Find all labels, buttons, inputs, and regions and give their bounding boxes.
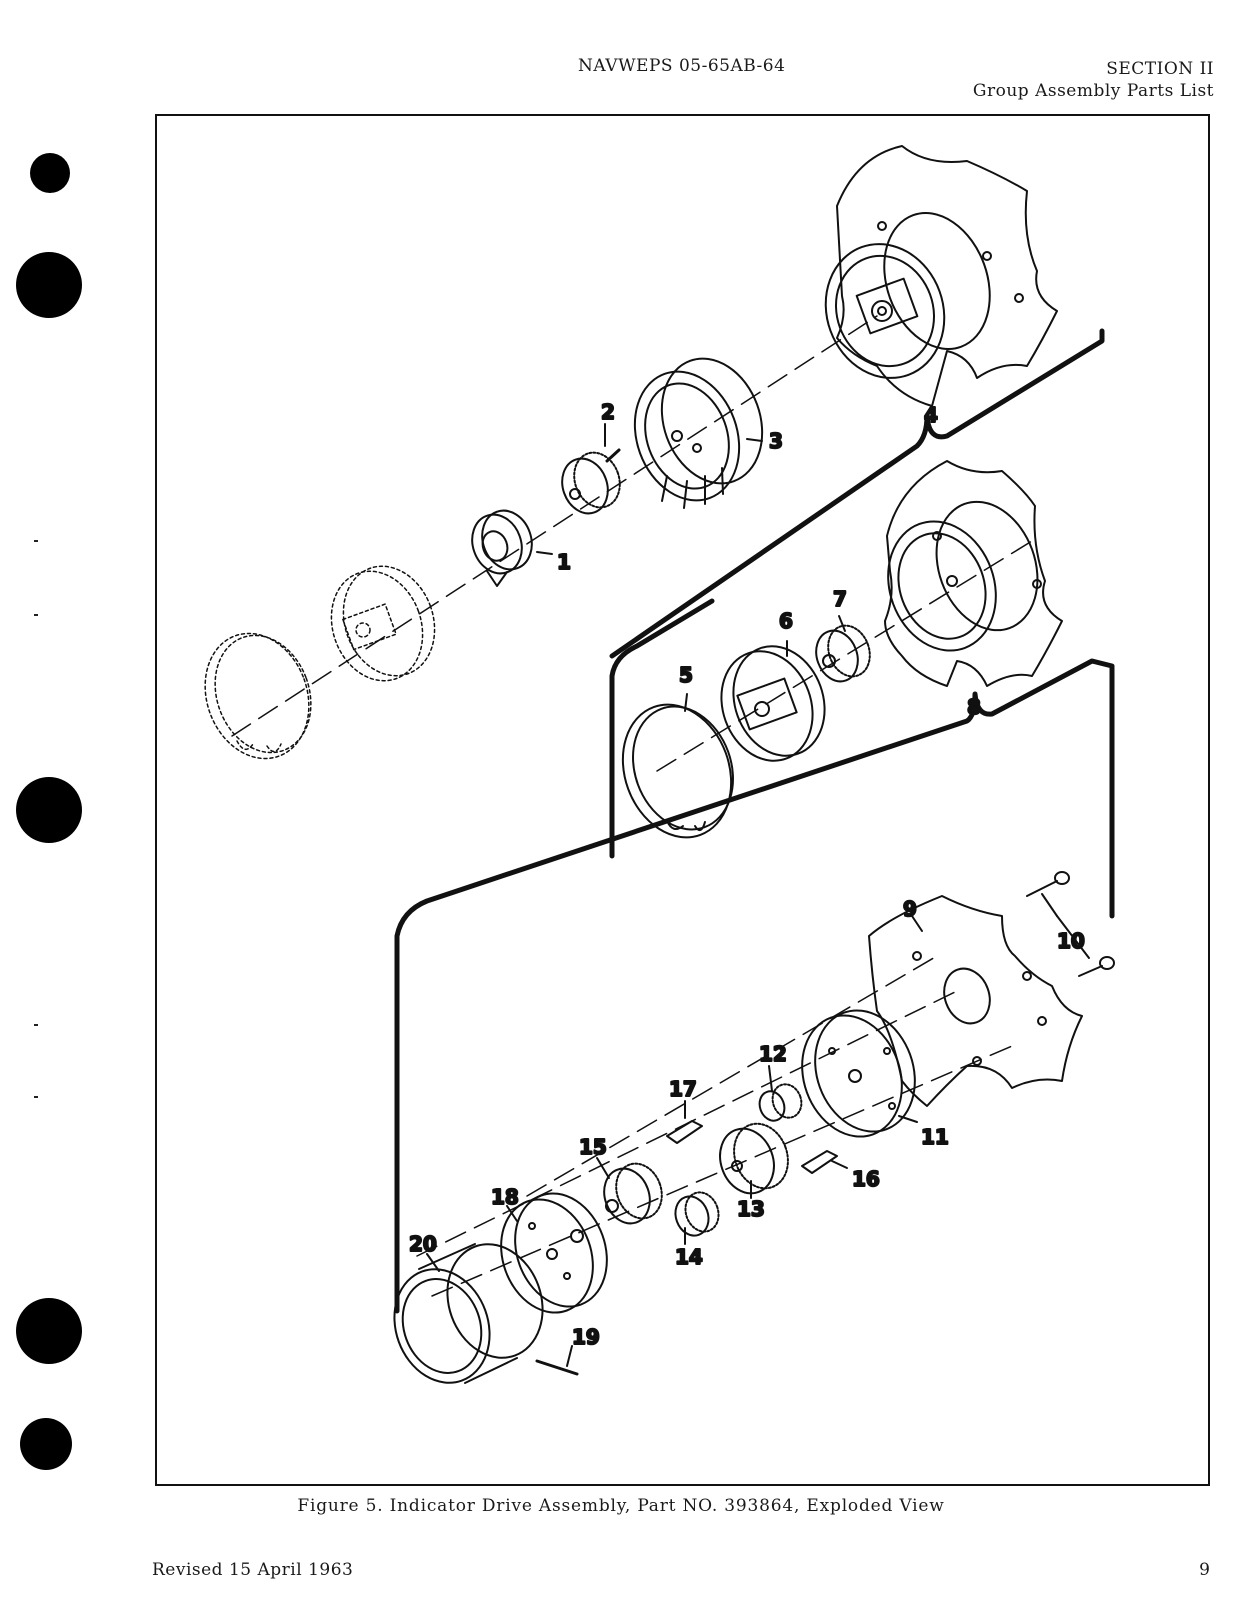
retaining-ring-part-5: [605, 689, 750, 852]
callout-2: 2: [601, 400, 615, 424]
phantom-disk: [317, 553, 450, 693]
leader: [597, 1158, 609, 1178]
leader: [747, 439, 762, 441]
callout-1: 1: [557, 550, 571, 574]
callout-11: 11: [921, 1125, 949, 1149]
leader: [832, 1161, 847, 1168]
section-header: [973, 58, 1214, 102]
callout-17: 17: [669, 1077, 697, 1101]
gear-part-13: [711, 1116, 796, 1201]
section-label: SECTION II: [1106, 59, 1214, 79]
margin-mark: [34, 1024, 38, 1026]
punch-hole: [20, 1418, 72, 1470]
punch-hole: [16, 777, 82, 843]
document-number: NAVWEPS 05-65AB-64: [578, 56, 786, 76]
callout-19: 20: [409, 1232, 437, 1256]
section-title: Group Assembly Parts List: [972, 81, 1214, 101]
callout-5: 5: [679, 663, 693, 687]
figure-frame: [155, 114, 1210, 1486]
gear-part-14: [670, 1188, 724, 1241]
punch-hole: [16, 252, 82, 318]
revision-date: Revised 15 April 1963: [152, 1560, 354, 1580]
middle-centerline: [657, 541, 1032, 771]
callout-9: 9: [903, 897, 917, 921]
callout-12: 12: [759, 1042, 787, 1066]
callout-13: 13: [737, 1197, 765, 1221]
shaft-part-16: [802, 1151, 837, 1173]
pin-part-19: [537, 1361, 577, 1374]
punch-hole: [30, 153, 70, 193]
leader: [839, 616, 845, 631]
gear-part-15: [597, 1157, 669, 1230]
leader: [1042, 894, 1057, 916]
leader: [769, 1066, 772, 1091]
lower-centerline: [527, 956, 937, 1196]
leader: [537, 552, 552, 554]
callout-19-label: 19: [572, 1325, 600, 1349]
callout-18: 18: [491, 1185, 519, 1209]
gear-part-7: [809, 620, 876, 688]
callout-6: 6: [779, 609, 793, 633]
figure-caption: Figure 5. Indicator Drive Assembly, Part NO. 393864, Exploded View: [297, 1496, 945, 1516]
exploded-view-illustration: [157, 116, 1208, 1484]
callout-16: 16: [852, 1167, 880, 1191]
margin-mark: [34, 614, 38, 616]
margin-mark: [34, 1096, 38, 1098]
callout-3: 3: [769, 429, 783, 453]
assembly-centerline: [232, 316, 877, 736]
bearing-part-1: [464, 504, 540, 586]
potentiometer-part-3: [617, 344, 779, 515]
callout-14: 14: [675, 1245, 703, 1269]
callout-15: 15: [579, 1135, 607, 1159]
punch-hole: [16, 1298, 82, 1364]
callout-4: 4: [924, 403, 938, 427]
callout-7: 7: [833, 587, 847, 611]
page-number: 9: [1199, 1560, 1210, 1580]
margin-mark: [34, 540, 38, 542]
callout-8: 8: [967, 695, 981, 719]
housing-part-4: [807, 146, 1057, 406]
callout-10: 10: [1057, 929, 1085, 953]
screws-part-10: [1027, 872, 1114, 976]
phantom-retaining-ring: [188, 619, 327, 773]
gear-small-top: [555, 446, 627, 520]
cup-part-20: [379, 1231, 558, 1396]
plate-part-11: [786, 996, 932, 1150]
housing-part-8: [871, 461, 1062, 686]
leader: [567, 1346, 572, 1366]
